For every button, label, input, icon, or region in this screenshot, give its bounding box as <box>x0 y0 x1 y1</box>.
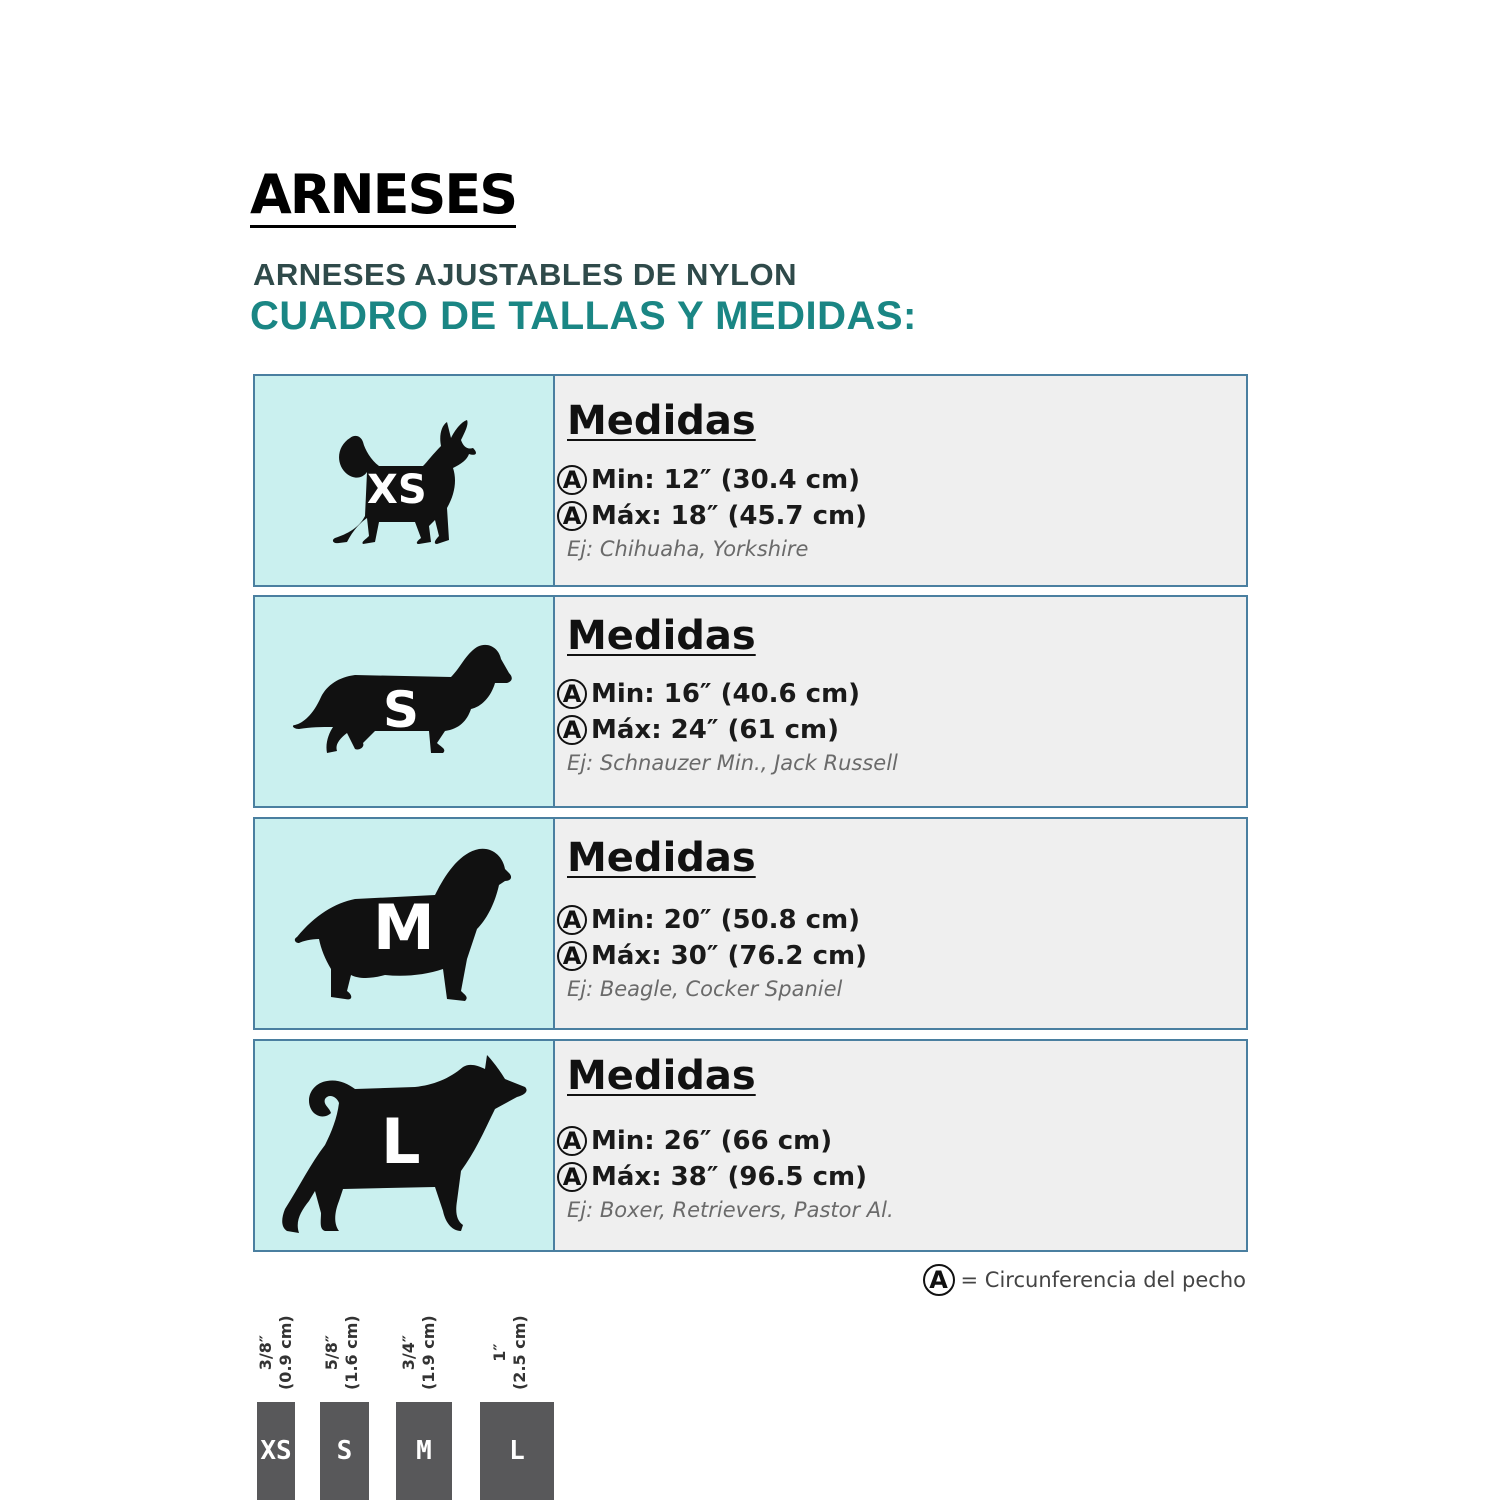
dog-cell-m <box>255 819 555 1028</box>
page-title: ARNESES <box>250 163 517 226</box>
breed-examples: Ej: Boxer, Retrievers, Pastor Al. <box>567 1198 894 1222</box>
size-label-xs: XS <box>367 467 427 513</box>
info-cell-xs <box>555 376 1246 585</box>
page-subtitle: ARNESES AJUSTABLES DE NYLON <box>253 257 798 292</box>
dog-cell-l <box>255 1041 555 1250</box>
max-measurement: A Máx: 24″ (61 cm) <box>557 715 839 745</box>
chest-circumference-icon: A <box>557 715 587 745</box>
max-measurement: A Máx: 30″ (76.2 cm) <box>557 941 867 971</box>
breed-examples: Ej: Schnauzer Min., Jack Russell <box>567 751 898 775</box>
size-row-m <box>253 817 1248 1030</box>
size-label-m: M <box>373 891 435 964</box>
size-row-s <box>253 595 1248 808</box>
max-measurement: A Máx: 18″ (45.7 cm) <box>557 501 867 531</box>
medidas-heading: Medidas <box>567 1053 756 1099</box>
info-cell-m <box>555 819 1246 1028</box>
legend <box>923 1264 1246 1296</box>
chest-circumference-icon: A <box>557 679 587 709</box>
min-measurement: A Min: 26″ (66 cm) <box>557 1126 832 1156</box>
strap-swatch-xs: XS <box>257 1402 295 1500</box>
chest-circumference-icon: A <box>557 941 587 971</box>
chest-circumference-icon: A <box>557 1126 587 1156</box>
medidas-heading: Medidas <box>567 835 756 881</box>
min-measurement: A Min: 20″ (50.8 cm) <box>557 905 860 935</box>
chest-circumference-icon: A <box>557 905 587 935</box>
dog-cell-s <box>255 597 555 806</box>
strap-swatch-m: M <box>396 1402 452 1500</box>
medidas-heading: Medidas <box>567 613 756 659</box>
strap-swatch-l: L <box>480 1402 554 1500</box>
size-chart-heading: CUADRO DE TALLAS Y MEDIDAS: <box>250 294 917 338</box>
chest-circumference-icon: A <box>557 501 587 531</box>
dog-cell-xs <box>255 376 555 585</box>
info-cell-s <box>555 597 1246 806</box>
strap-width-label-s: 5/8″ (1.6 cm) <box>322 1315 361 1390</box>
min-measurement: A Min: 12″ (30.4 cm) <box>557 465 860 495</box>
max-measurement: A Máx: 38″ (96.5 cm) <box>557 1162 867 1192</box>
strap-width-label-l: 1″ (2.5 cm) <box>490 1315 529 1390</box>
breed-examples: Ej: Beagle, Cocker Spaniel <box>567 977 843 1001</box>
min-measurement: A Min: 16″ (40.6 cm) <box>557 679 860 709</box>
strap-width-label-xs: 3/8″ (0.9 cm) <box>256 1315 295 1390</box>
chest-circumference-icon: A <box>557 465 587 495</box>
chest-circumference-icon: A <box>557 1162 587 1192</box>
size-row-xs <box>253 374 1248 587</box>
chest-circumference-icon: A <box>923 1264 955 1296</box>
strap-width-label-m: 3/4″ (1.9 cm) <box>399 1315 438 1390</box>
size-label-l: L <box>381 1105 421 1178</box>
info-cell-l <box>555 1041 1246 1250</box>
size-row-l <box>253 1039 1248 1252</box>
strap-swatch-s: S <box>320 1402 369 1500</box>
medidas-heading: Medidas <box>567 398 756 444</box>
breed-examples: Ej: Chihuaha, Yorkshire <box>567 537 809 561</box>
legend-text: = Circunferencia del pecho <box>960 1268 1246 1292</box>
size-label-s: S <box>383 681 420 739</box>
